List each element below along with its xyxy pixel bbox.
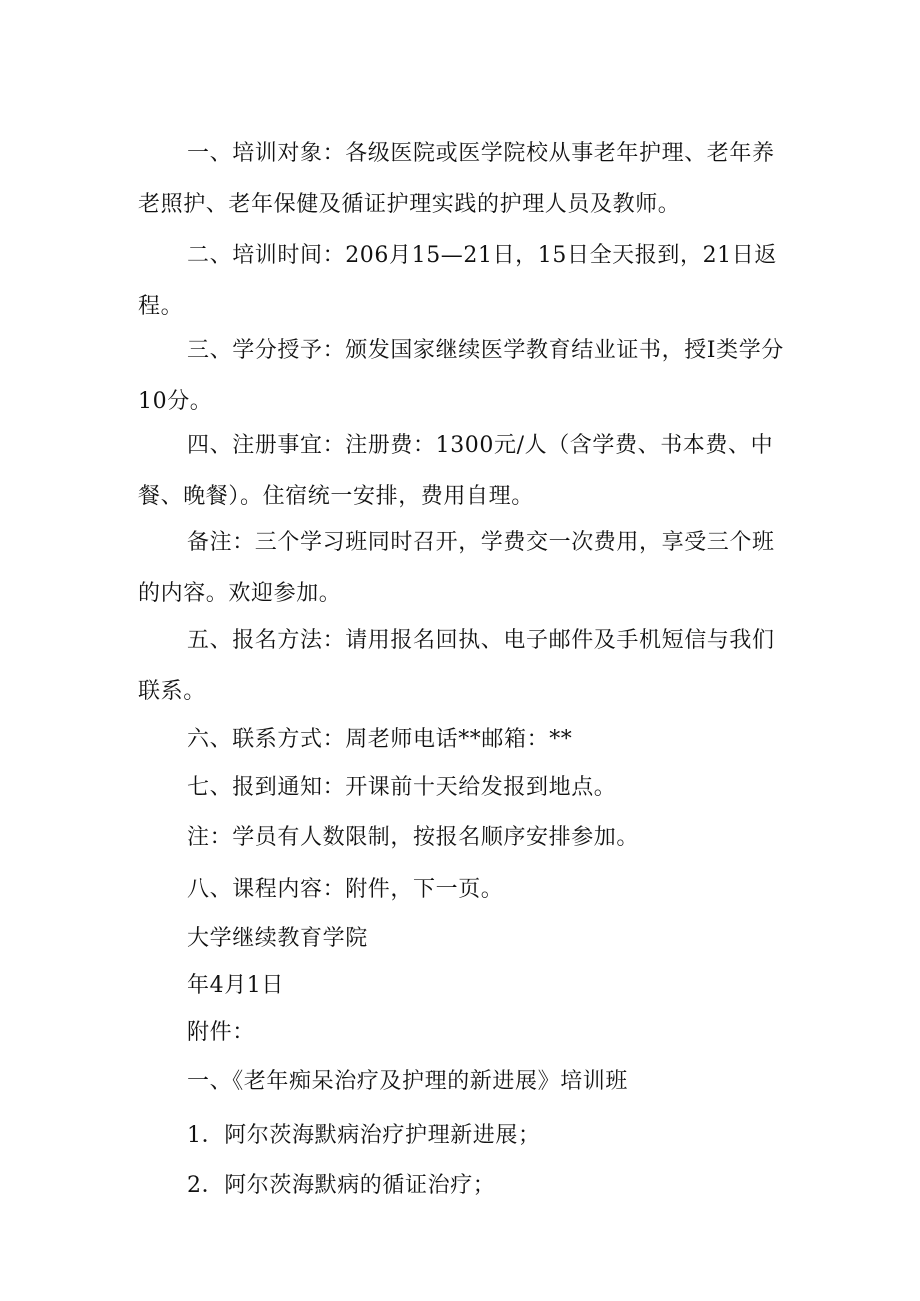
- paragraph-arrival-notice: 七、报到通知：开课前十天给发报到地点。: [187, 775, 617, 800]
- paragraph-course-content: 八、课程内容：附件，下一页。: [187, 877, 504, 902]
- paragraph-contact: 六、联系方式：周老师电话**邮箱：**: [187, 727, 573, 752]
- paragraph-note: 注：学员有人数限制，按报名顺序安排参加。: [187, 825, 640, 850]
- organization-name: 大学继续教育学院: [187, 926, 368, 951]
- paragraph-registration: 四、注册事宜：注册费：1300元/人（含学费、书本费、中餐、晚餐）。住宿统一安排，费用自理。: [138, 433, 774, 509]
- course-item-2: 2．阿尔茨海默病的循证治疗；: [187, 1173, 496, 1198]
- document-date: 年4月1日: [187, 973, 284, 998]
- course-item-1: 1．阿尔茨海默病治疗护理新进展；: [187, 1123, 541, 1148]
- paragraph-remark: 备注：三个学习班同时召开，学费交一次费用，享受三个班的内容。欢迎参加。: [138, 530, 775, 606]
- attachment-course-title: 一、《老年痴呆治疗及护理的新进展》培训班: [187, 1069, 629, 1094]
- paragraph-training-time: 二、培训时间：206月15—21日，15日全天报到，21日返程。: [138, 243, 777, 319]
- paragraph-credits: 三、学分授予：颁发国家继续医学教育结业证书，授Ⅰ类学分10分。: [138, 338, 784, 414]
- paragraph-signup-method: 五、报名方法：请用报名回执、电子邮件及手机短信与我们联系。: [138, 628, 775, 704]
- attachment-heading: 附件：: [187, 1020, 255, 1045]
- paragraph-training-target: 一、培训对象：各级医院或医学院校从事老年护理、老年养老照护、老年保健及循证护理实践的护理人员及教师。: [138, 141, 775, 217]
